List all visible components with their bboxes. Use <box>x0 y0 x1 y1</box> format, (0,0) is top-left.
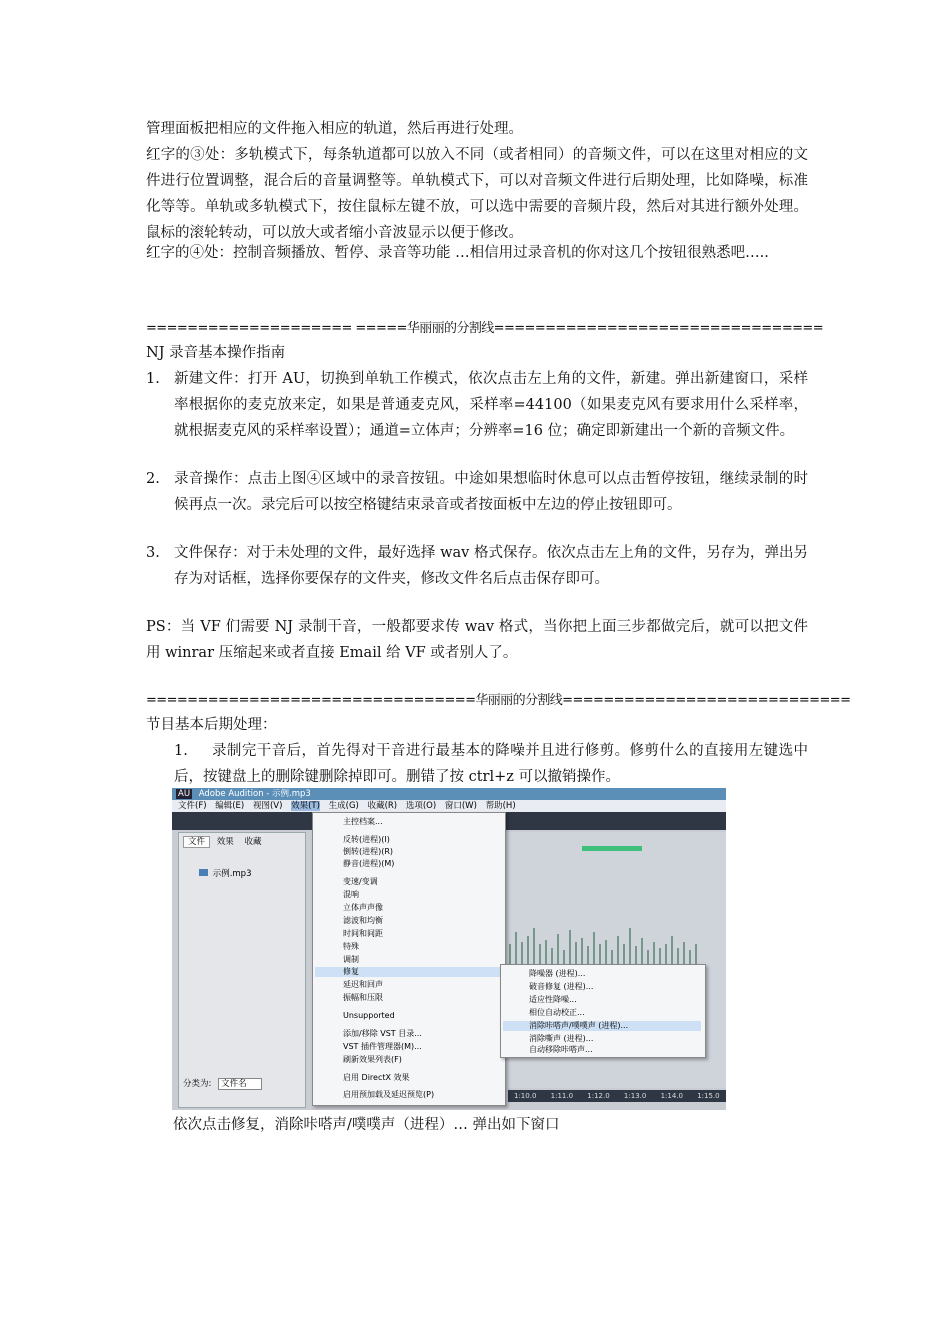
list-item <box>146 540 808 592</box>
menu-generate[interactable]: 生成(G) <box>328 801 359 811</box>
menu-item-repair[interactable]: 修复 <box>315 967 501 977</box>
timeline-tick: 1:12.0 <box>587 1092 610 1100</box>
file-item[interactable]: 示例.mp3 <box>212 869 252 879</box>
tab-effects[interactable]: 效果 <box>216 837 234 847</box>
repair-submenu <box>500 964 706 1058</box>
intro-paragraph-3: 红字的④处：控制音频播放、暂停、录音等功能 …相信用过录音机的你对这几个按钮很熟悉吧….. <box>146 245 769 261</box>
submenu-item[interactable]: 降噪器 (进程)... <box>529 969 586 978</box>
tab-files[interactable]: 文件 <box>183 836 210 848</box>
audition-screenshot <box>172 788 726 1110</box>
submenu-item[interactable]: 破音修复 (进程)... <box>529 982 594 991</box>
submenu-item[interactable]: 自动移除咔嗒声... <box>529 1045 593 1054</box>
list-text: 录音操作：点击上图④区域中的录音按钮。中途如果想临时休息可以点击暂停按钮，继续录制的时候再点一次。录完后可以按空格键结束录音或者按面板中左边的停止按钮即可。 <box>174 471 808 513</box>
list-text: 文件保存：对于未处理的文件，最好选择 wav 格式保存。依次点击左上角的文件，另存为，弹出另存为对话框，选择你要保存的文件夹，修改文件名后点击保存即可。 <box>174 545 808 587</box>
list-number: 2. <box>146 471 160 487</box>
list-text: 新建文件：打开 AU，切换到单轨工作模式，依次点击左上角的文件，新建。弹出新建窗口，采样率根据你的麦克放来定，如果是普通麦克风，采样率=44100（如果麦克风有要求用什么采样率，就根据麦克风的采样率设置）；通道=立体声；分辨率=16 位；确定即新建出一个新的音频文件。 <box>174 371 808 439</box>
audio-file-icon <box>199 869 208 876</box>
list-number: 1. <box>174 743 188 759</box>
menu-item[interactable]: 静音(进程)(M) <box>343 859 395 868</box>
ps-paragraph: PS：当 VF 们需要 NJ 录制干音，一般都要求传 wav 格式，当你把上面三步都做完后，就可以把文件用 winrar 压缩起来或者直接 Email 给 VF 或者别人了。 <box>146 619 808 661</box>
app-logo-icon: AU <box>178 789 191 799</box>
menu-item[interactable]: 调制 <box>343 955 359 964</box>
timeline-tick: 1:14.0 <box>660 1092 683 1100</box>
menu-favorites[interactable]: 收藏(R) <box>367 801 398 811</box>
menu-edit[interactable]: 编辑(E) <box>215 801 245 811</box>
menu-item[interactable]: 反转(进程)(I) <box>343 835 390 844</box>
menu-view[interactable]: 视图(V) <box>252 801 283 811</box>
list-item <box>146 466 808 518</box>
menu-item[interactable]: VST 插件管理器(M)... <box>343 1042 422 1051</box>
menu-help[interactable]: 帮助(H) <box>485 801 516 811</box>
menu-item[interactable]: 添加/移除 VST 目录... <box>343 1029 422 1038</box>
screenshot-caption: 依次点击修复，消除咔嗒声/噗噗声（进程）… 弹出如下窗口 <box>173 1117 560 1133</box>
timeline-tick: 1:15.0 <box>697 1092 720 1100</box>
menu-item[interactable]: 时间和间距 <box>343 929 383 938</box>
divider-1: ==================== =====华丽丽的分割线================================ <box>146 321 824 336</box>
menu-item[interactable]: 启用 DirectX 效果 <box>343 1073 410 1082</box>
menu-bar <box>172 800 726 812</box>
menu-effects[interactable]: 效果(T) <box>291 801 320 811</box>
menu-item[interactable]: 混响 <box>343 890 359 899</box>
list-item <box>146 366 808 444</box>
menu-item[interactable]: 倒转(进程)(R) <box>343 847 394 856</box>
timeline-tick: 1:10.0 <box>514 1092 537 1100</box>
effects-menu <box>312 812 506 1106</box>
submenu-item[interactable]: 相位自动校正... <box>529 1008 585 1017</box>
list-number: 3. <box>146 545 160 561</box>
timeline-ruler <box>508 1090 726 1102</box>
submenu-item[interactable]: 消除嘶声 (进程)... <box>529 1034 594 1043</box>
list-text: 录制完干音后，首先得对干音进行最基本的降噪并且进行修剪。修剪什么的直接用左键选中后，按键盘上的删除键删除掉即可。删错了按 ctrl+z 可以撤销操作。 <box>174 743 808 785</box>
menu-item[interactable]: 特殊 <box>343 942 359 951</box>
list-item <box>146 738 808 790</box>
sort-select[interactable]: 文件名 <box>218 1078 262 1090</box>
menu-window[interactable]: 窗口(W) <box>444 801 477 811</box>
menu-file[interactable]: 文件(F) <box>178 801 207 811</box>
menu-item[interactable]: 刷新效果列表(F) <box>343 1055 402 1064</box>
menu-item[interactable]: Unsupported <box>343 1011 395 1020</box>
submenu-item[interactable]: 适应性降噪... <box>529 995 577 1004</box>
intro-paragraph-2: 红字的③处：多轨模式下，每条轨道都可以放入不同（或者相同）的音频文件，可以在这里对相应的文件进行位置调整，混合后的音量调整等。单轨模式下，可以对音频文件进行后期处理，比如降噪，标准化等等。单轨或多轨模式下，按住鼠标左键不放，可以选中需要的音频片段，然后对其进行额外处理。鼠标的滚轮转动，可以放大或者缩小音波显示以便于修改。 <box>146 147 808 241</box>
submenu-item-declick[interactable]: 消除咔嗒声/噗噗声 (进程)... <box>503 1021 701 1031</box>
file-panel <box>178 832 306 1108</box>
menu-item[interactable]: 立体声声像 <box>343 903 383 912</box>
menu-item[interactable]: 主控档案... <box>343 817 383 826</box>
list-number: 1. <box>146 371 160 387</box>
timeline-tick: 1:11.0 <box>550 1092 574 1100</box>
intro-paragraph-1: 管理面板把相应的文件拖入相应的轨道，然后再进行处理。 <box>146 121 523 137</box>
menu-item[interactable]: 延迟和回声 <box>343 980 383 989</box>
section-heading: NJ 录音基本操作指南 <box>146 345 286 361</box>
sort-label: 分类为: <box>183 1079 212 1089</box>
title-bar <box>172 788 726 800</box>
divider-2: ================================华丽丽的分割线============================ <box>146 693 851 708</box>
menu-item[interactable]: 滤波和均衡 <box>343 916 383 925</box>
tab-favorites[interactable]: 收藏 <box>244 837 262 847</box>
post-heading: 节目基本后期处理： <box>146 717 277 733</box>
menu-item[interactable]: 启用预加载及延迟预览(P) <box>343 1090 435 1099</box>
window-title: Adobe Audition - 示例.mp3 <box>198 789 311 799</box>
timeline-tick: 1:13.0 <box>623 1092 647 1100</box>
menu-item[interactable]: 振幅和压限 <box>343 993 383 1002</box>
menu-item[interactable]: 变速/变调 <box>343 877 378 886</box>
menu-options[interactable]: 选项(O) <box>405 801 437 811</box>
